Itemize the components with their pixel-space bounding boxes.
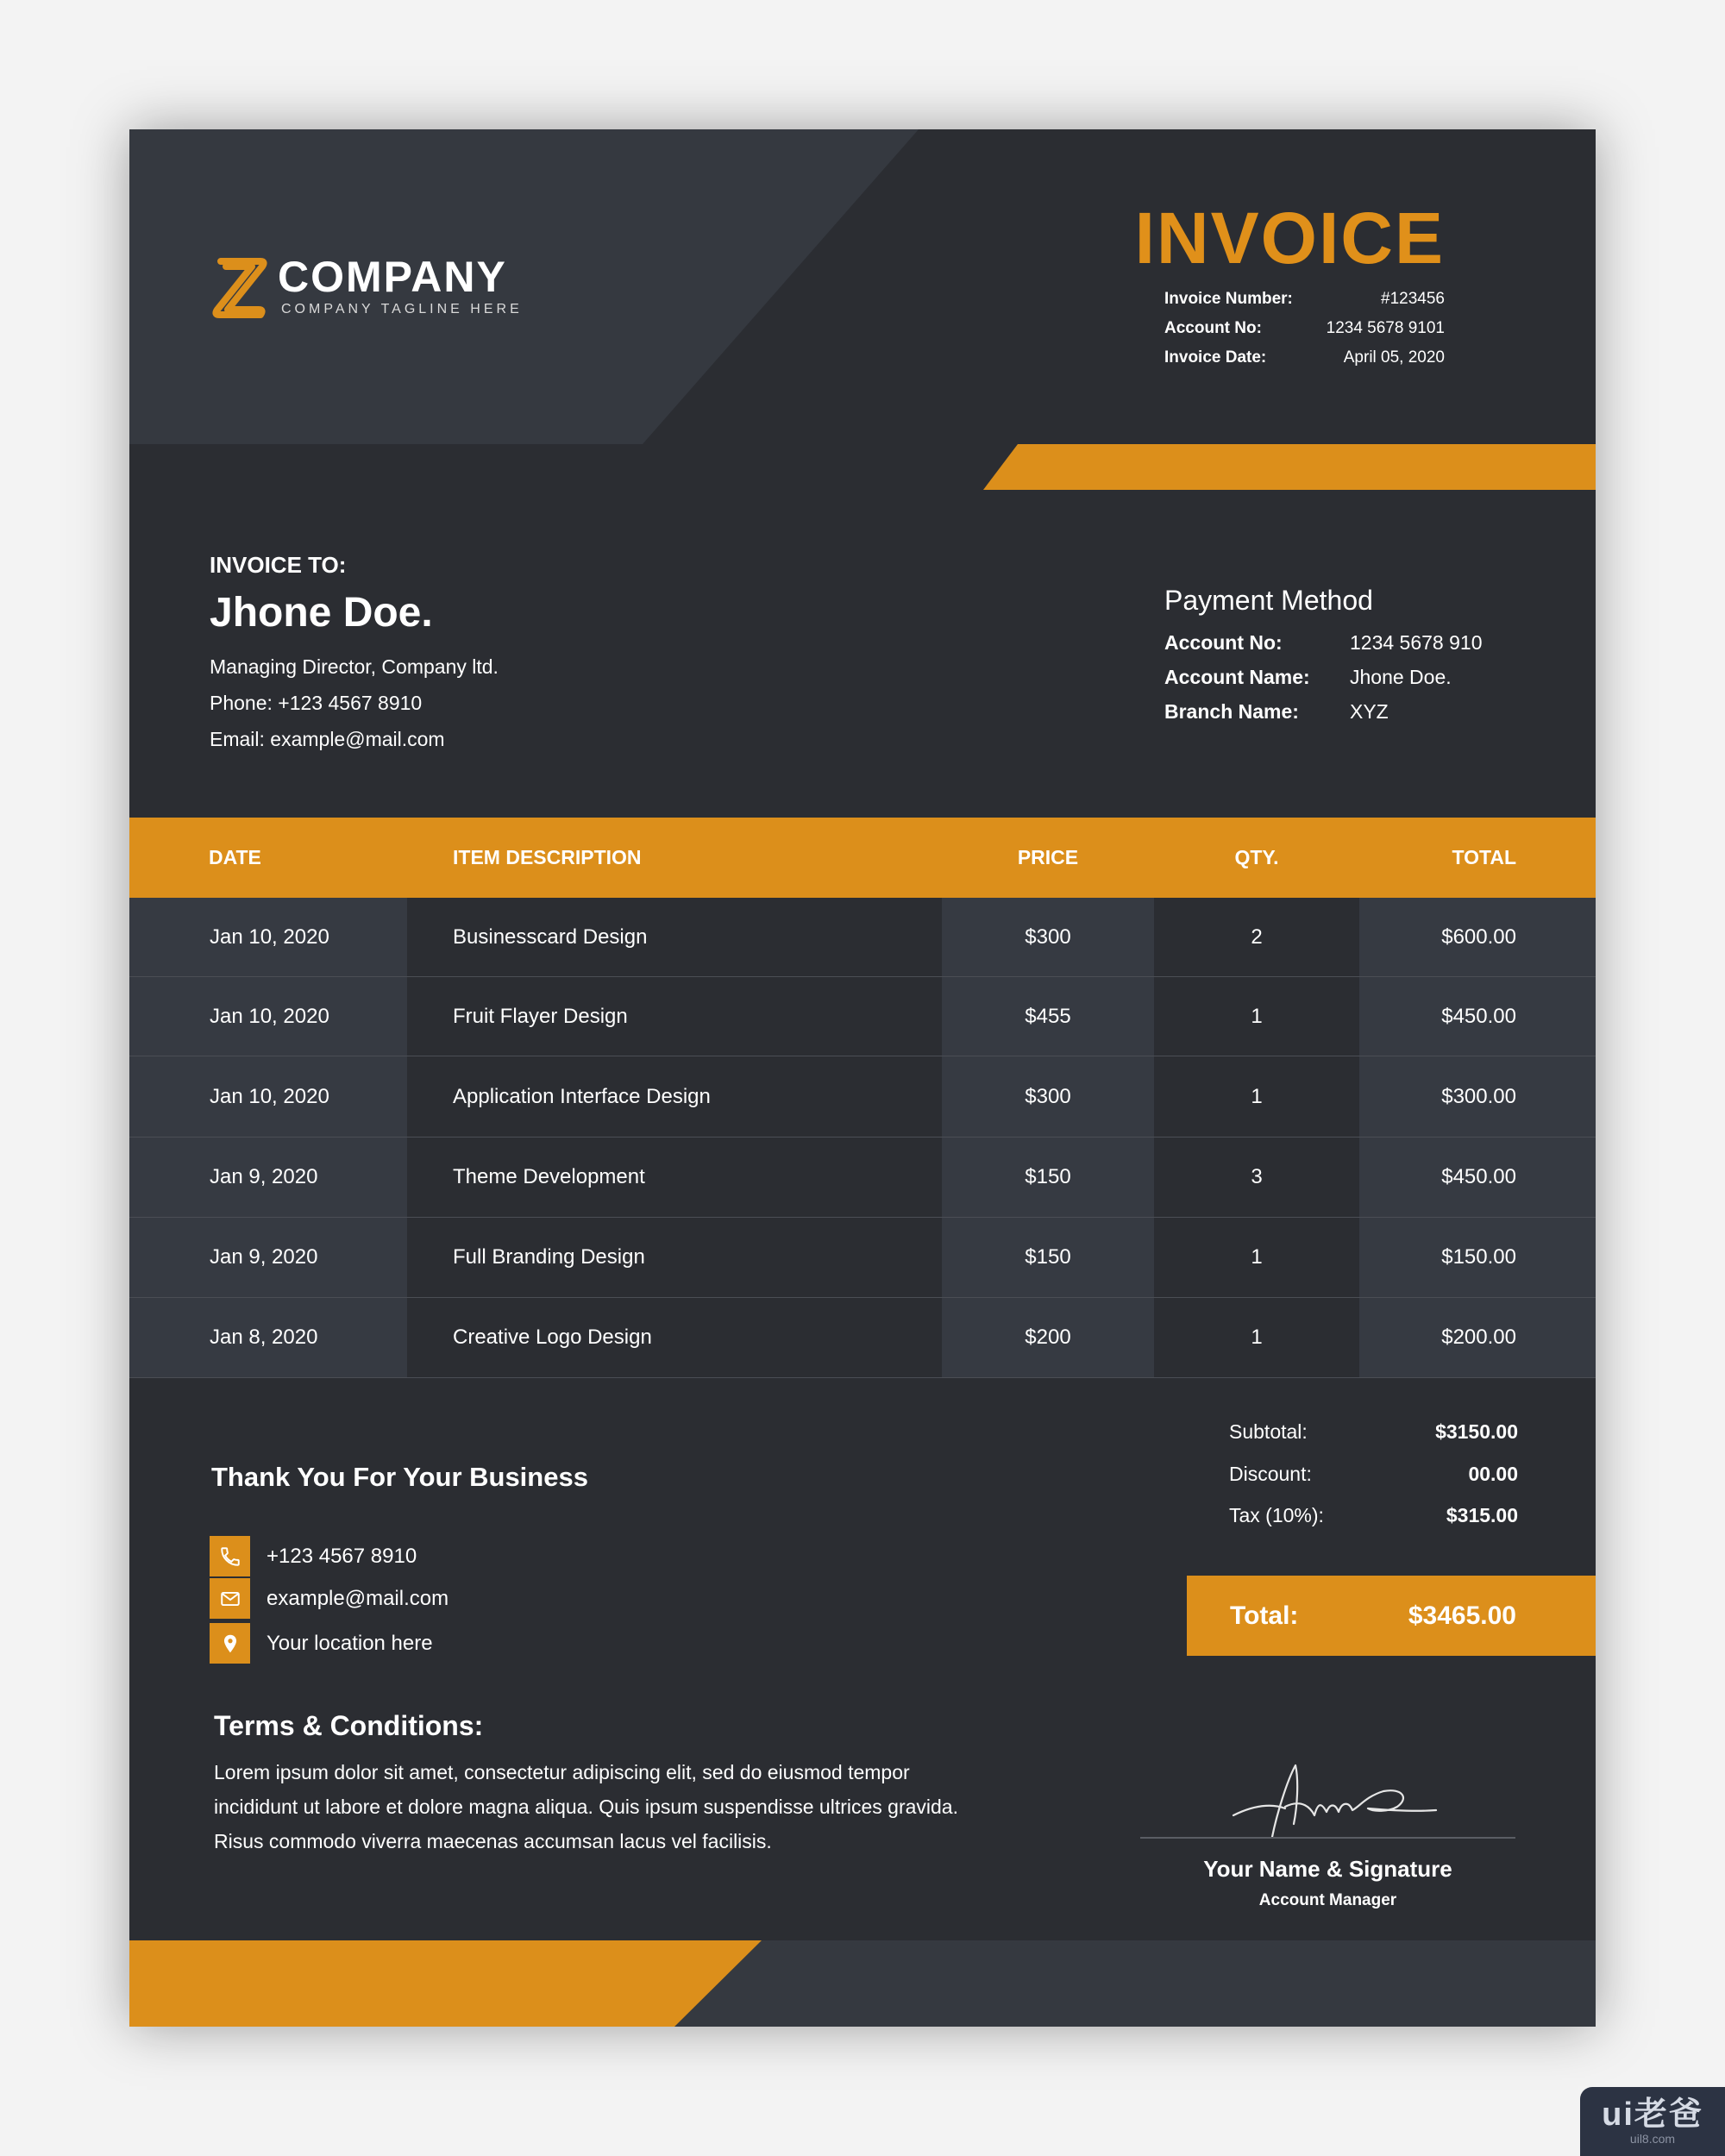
account-no-label: Account No:: [1164, 319, 1262, 337]
row-total: $300.00: [1359, 1056, 1596, 1137]
column-header-total: TOTAL: [1452, 846, 1516, 868]
discount-label: Discount:: [1229, 1463, 1312, 1485]
row-total: $150.00: [1359, 1218, 1596, 1297]
row-total: $450.00: [1359, 1138, 1596, 1217]
row-date: Jan 10, 2020: [129, 977, 407, 1056]
payment-account-no-label: Account No:: [1164, 631, 1283, 654]
contact-phone-text: +123 4567 8910: [267, 1544, 417, 1568]
account-no-value: 1234 5678 9101: [1326, 319, 1445, 337]
table-header: [129, 818, 1596, 898]
row-description: Theme Development: [407, 1138, 942, 1217]
client-email: Email: example@mail.com: [210, 728, 445, 750]
row-price: $455: [942, 977, 1154, 1056]
row-total: $600.00: [1359, 898, 1596, 976]
grand-total-bar: [1187, 1576, 1596, 1656]
row-date: Jan 10, 2020: [129, 898, 407, 976]
payment-branch-name-value: XYZ: [1350, 700, 1389, 723]
grand-total-value: $3465.00: [1408, 1601, 1516, 1630]
footer-panel-shape: [647, 1940, 1596, 2027]
row-description: Full Branding Design: [407, 1218, 942, 1297]
row-total: $200.00: [1359, 1298, 1596, 1377]
contact-email: [210, 1578, 448, 1619]
payment-account-no-value: 1234 5678 910: [1350, 631, 1483, 654]
row-qty: 1: [1154, 977, 1359, 1056]
invoice-title: INVOICE: [1134, 197, 1445, 279]
table-row: [129, 1218, 1596, 1298]
subtotal-value: $3150.00: [1435, 1420, 1518, 1443]
signature-name: Your Name & Signature: [1203, 1856, 1452, 1882]
invoice-number-value: #123456: [1381, 290, 1445, 308]
payment-branch-name-label: Branch Name:: [1164, 700, 1299, 723]
invoice-page: [129, 129, 1596, 2027]
tax-value: $315.00: [1446, 1504, 1518, 1526]
client-name: Jhone Doe.: [210, 590, 433, 636]
phone-icon: [210, 1536, 250, 1576]
company-tagline: COMPANY TAGLINE HERE: [281, 302, 523, 317]
row-price: $300: [942, 898, 1154, 976]
column-header-date: DATE: [209, 846, 261, 868]
row-date: Jan 10, 2020: [129, 1056, 407, 1137]
row-price: $150: [942, 1138, 1154, 1217]
payment-method-title: Payment Method: [1164, 585, 1373, 616]
invoice-number-label: Invoice Number:: [1164, 290, 1293, 308]
signature-line: [1140, 1837, 1515, 1839]
tax-row: [1229, 1504, 1518, 1527]
watermark-url: uil8.com: [1629, 2132, 1676, 2146]
row-qty: 2: [1154, 898, 1359, 976]
row-qty: 1: [1154, 1298, 1359, 1377]
invoice-meta-row: [1164, 343, 1445, 373]
row-description: Businesscard Design: [407, 898, 942, 976]
terms-text-line: Risus commodo viverra maecenas accumsan lacus vel facilisis.: [214, 1830, 772, 1852]
location-pin-icon: [210, 1623, 250, 1664]
watermark-text: ui老爸: [1602, 2096, 1703, 2133]
table-row: [129, 898, 1596, 977]
invoice-meta-row: [1164, 314, 1445, 343]
payment-row: [1164, 700, 1527, 724]
discount-row: [1229, 1463, 1518, 1486]
table-row: [129, 977, 1596, 1056]
header-accent-stripe: [983, 444, 1596, 490]
invoice-date-label: Invoice Date:: [1164, 348, 1267, 367]
row-qty: 3: [1154, 1138, 1359, 1217]
subtotal-row: [1229, 1420, 1518, 1444]
column-header-description: ITEM DESCRIPTION: [453, 846, 642, 868]
contact-phone: [210, 1536, 417, 1576]
invoice-meta-row: [1164, 285, 1445, 314]
row-date: Jan 8, 2020: [129, 1298, 407, 1377]
invoice-to-label: INVOICE TO:: [210, 552, 347, 578]
items-table: [129, 898, 1596, 1378]
tax-label: Tax (10%):: [1229, 1504, 1324, 1526]
payment-account-name-value: Jhone Doe.: [1350, 666, 1452, 688]
row-price: $200: [942, 1298, 1154, 1377]
row-price: $150: [942, 1218, 1154, 1297]
company-name: COMPANY: [278, 253, 507, 301]
table-row: [129, 1056, 1596, 1138]
client-position: Managing Director, Company ltd.: [210, 655, 499, 678]
row-qty: 1: [1154, 1218, 1359, 1297]
payment-row: [1164, 666, 1527, 689]
table-row: [129, 1298, 1596, 1378]
terms-text-line: Lorem ipsum dolor sit amet, consectetur adipiscing elit, sed do eiusmod tempor: [214, 1761, 910, 1783]
signature-scribble: [1225, 1755, 1440, 1846]
footer-accent-shape: [129, 1940, 762, 2027]
thank-you-heading: Thank You For Your Business: [211, 1462, 588, 1492]
payment-account-name-label: Account Name:: [1164, 666, 1310, 688]
subtotal-label: Subtotal:: [1229, 1420, 1308, 1443]
signature-role: Account Manager: [1258, 1891, 1397, 1909]
row-price: $300: [942, 1056, 1154, 1137]
row-date: Jan 9, 2020: [129, 1218, 407, 1297]
contact-email-text: example@mail.com: [267, 1586, 449, 1610]
discount-value: 00.00: [1468, 1463, 1518, 1485]
mail-icon: [210, 1578, 250, 1619]
invoice-date-value: April 05, 2020: [1343, 348, 1445, 367]
row-description: Fruit Flayer Design: [407, 977, 942, 1056]
watermark-badge: [1580, 2087, 1725, 2156]
terms-text-line: incididunt ut labore et dolore magna aliqua. Quis ipsum suspendisse ultrices gravida.: [214, 1796, 958, 1818]
table-row: [129, 1138, 1596, 1218]
row-qty: 1: [1154, 1056, 1359, 1137]
row-total: $450.00: [1359, 977, 1596, 1056]
contact-location: [210, 1623, 433, 1664]
invoice-meta: [1164, 285, 1445, 373]
column-header-price: PRICE: [1017, 846, 1079, 868]
row-description: Creative Logo Design: [407, 1298, 942, 1377]
column-header-qty: QTY.: [1234, 846, 1279, 868]
contact-location-text: Your location here: [267, 1631, 433, 1655]
z-logo-icon: [209, 254, 269, 319]
row-date: Jan 9, 2020: [129, 1138, 407, 1217]
row-description: Application Interface Design: [407, 1056, 942, 1137]
client-phone: Phone: +123 4567 8910: [210, 692, 423, 714]
grand-total-label: Total:: [1230, 1601, 1299, 1630]
terms-title: Terms & Conditions:: [214, 1710, 484, 1741]
payment-row: [1164, 631, 1527, 655]
